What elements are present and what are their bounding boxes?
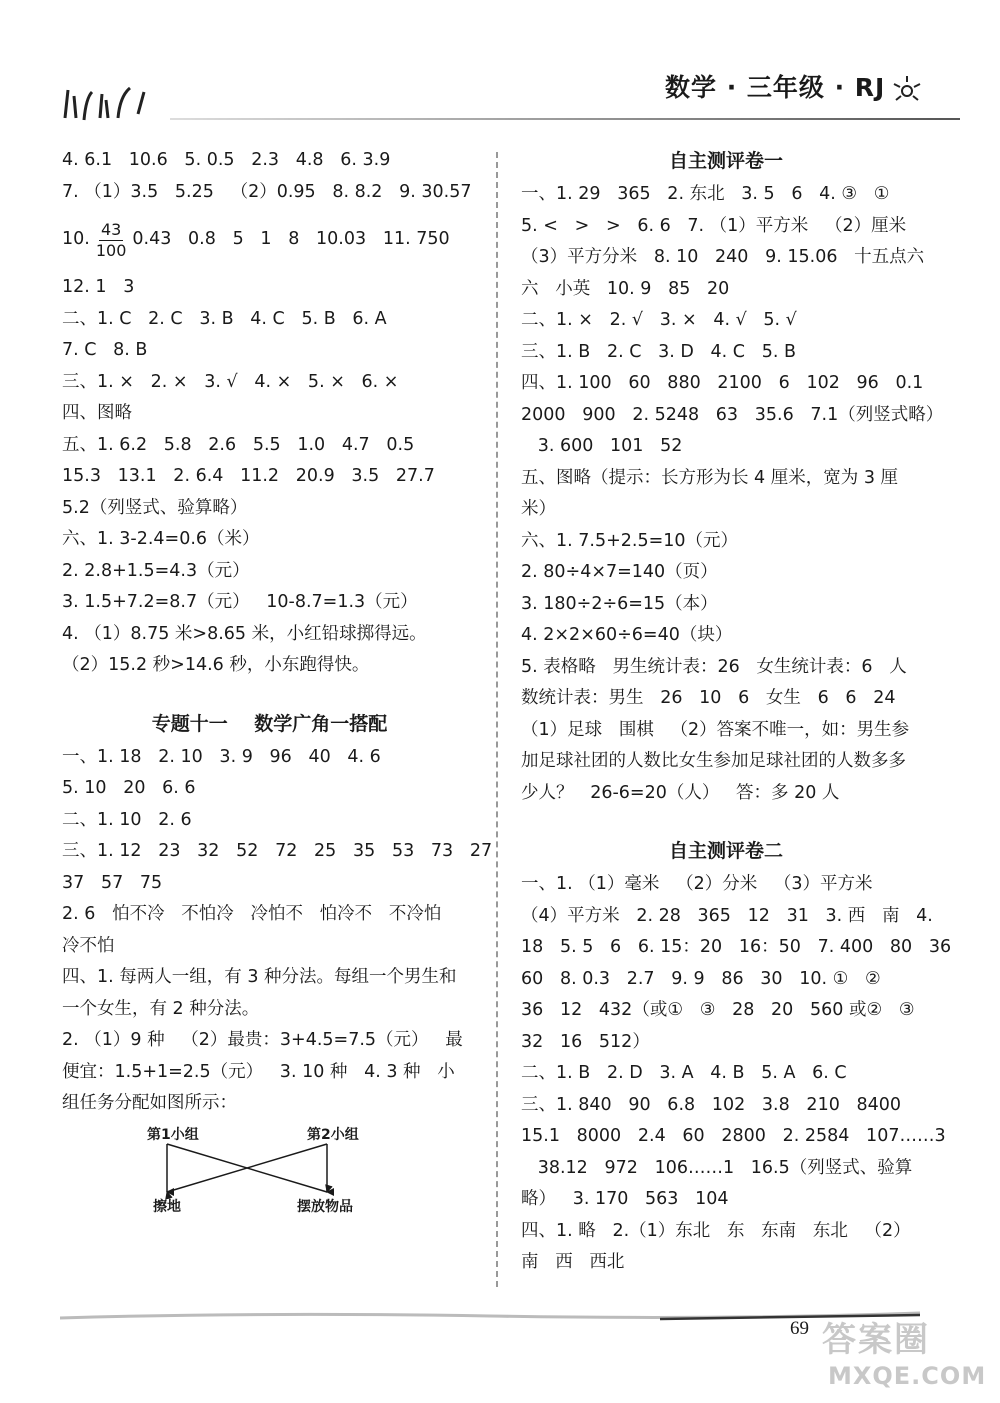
answer-line: 四、1. 100 60 880 2100 6 102 96 0.1 bbox=[521, 373, 924, 393]
answer-line: 四、1. 每两人一组，有 3 种分法。每组一个男生和 bbox=[62, 967, 457, 987]
answer-line: 四、图略 bbox=[62, 403, 132, 423]
answer-line: 4. （1）8.75 米>8.65 米，小红铅球掷得远。 bbox=[62, 623, 427, 644]
section-title: 自主测评卷一 bbox=[668, 150, 783, 172]
fraction-suffix: 0.43 0.8 5 1 8 10.03 11. 750 bbox=[132, 229, 450, 250]
answer-line: 7. （1）3.5 5.25 （2）0.95 8. 8.2 9. 30.57 bbox=[62, 181, 472, 202]
answer-line: 四、1. 略 2.（1）东北 东 东南 东北 （2） bbox=[521, 1220, 911, 1241]
answer-line: 三、1. 840 90 6.8 102 3.8 210 8400 bbox=[521, 1094, 902, 1115]
answer-line: 冷不怕 bbox=[62, 935, 115, 956]
answer-line: 3. 600 101 52 bbox=[521, 436, 683, 456]
watermark-title: 答案圈 bbox=[822, 1320, 930, 1360]
page-number: 69 bbox=[790, 1318, 809, 1339]
answer-line: 数统计表：男生 26 10 6 女生 6 6 24 bbox=[521, 688, 896, 708]
column-divider bbox=[496, 152, 498, 1287]
answer-line: 36 12 432（或① ③ 28 20 560 或② ③ bbox=[521, 1000, 915, 1020]
answer-block bbox=[521, 869, 952, 1279]
answer-line: 二、1. B 2. D 3. A 4. B 5. A 6. C bbox=[521, 1063, 847, 1083]
answer-line: 60 8. 0.3 2.7 9. 9 86 30 10. ① ② bbox=[521, 968, 881, 989]
answer-line: 37 57 75 bbox=[62, 872, 163, 893]
answer-line: 5.2（列竖式、验算略） bbox=[62, 497, 248, 518]
answer-line: 2. 6 怕不冷 不怕冷 冷怕不 怕冷不 不冷怕 bbox=[62, 904, 442, 924]
answer-line: 4. 6.1 10.6 5. 0.5 2.3 4.8 6. 3.9 bbox=[62, 150, 391, 170]
answer-line: 六、1. 3-2.4=0.6（米） bbox=[62, 529, 260, 549]
answer-line: 5. 表格略 男生统计表：26 女生统计表：6 人 bbox=[521, 656, 907, 677]
header-rule bbox=[170, 118, 960, 120]
answer-line: 便宜：1.5+1=2.5（元） 3. 10 种 4. 3 种 小 bbox=[62, 1061, 455, 1082]
answer-line: （4）平方米 2. 28 365 12 31 3. 西 南 4. bbox=[521, 905, 933, 926]
answer-line: 三、1. 12 23 32 52 72 25 35 53 73 27 bbox=[62, 841, 493, 861]
answer-line: 一、1. （1）毫米 （2）分米 （3）平方米 bbox=[521, 874, 873, 894]
left-column bbox=[62, 145, 493, 1216]
answer-line: 2. 2.8+1.5=4.3（元） bbox=[62, 560, 250, 581]
header-decoration-icon bbox=[60, 78, 160, 128]
answer-line: 一、1. 18 2. 10 3. 9 96 40 4. 6 bbox=[62, 746, 381, 767]
task-assignment-diagram bbox=[147, 1124, 407, 1216]
answer-line: 一、1. 29 365 2. 东北 3. 5 6 4. ③ ① bbox=[521, 184, 890, 204]
answer-line: 三、1. × 2. × 3. √ 4. × 5. × 6. × bbox=[62, 371, 399, 392]
answer-line: 2. （1）9 种 （2）最贵：3+4.5=7.5（元） 最 bbox=[62, 1030, 463, 1050]
watermark-url: MXQE.COM bbox=[828, 1362, 987, 1390]
group1-label: 第1小组 bbox=[147, 1126, 199, 1143]
answer-line: （3）平方分米 8. 10 240 9. 15.06 十五点六 bbox=[521, 247, 925, 267]
answer-line: 三、1. B 2. C 3. D 4. C 5. B bbox=[521, 341, 796, 362]
answer-block bbox=[62, 742, 493, 1120]
task2-label: 摆放物品 bbox=[297, 1198, 353, 1215]
answer-line: 米） bbox=[521, 499, 556, 519]
answer-line: （2）15.2 秒>14.6 秒，小东跑得快。 bbox=[62, 655, 370, 675]
answer-line: 3. 180÷2÷6=15（本） bbox=[521, 593, 718, 614]
answer-line: 少人？ 26-6=20（人） 答：多 20 人 bbox=[521, 782, 840, 803]
answer-line: 18 5. 5 6 6. 15：20 16：50 7. 400 80 36 bbox=[521, 937, 952, 957]
answer-line: 五、1. 6.2 5.8 2.6 5.5 1.0 4.7 0.5 bbox=[62, 434, 415, 455]
header-title: 数学 · 三年级 · RJ bbox=[665, 73, 886, 102]
answer-line: 15.1 8000 2.4 60 2800 2. 2584 107……3 bbox=[521, 1126, 946, 1146]
answer-line: 六、1. 7.5+2.5=10（元） bbox=[521, 530, 739, 551]
answer-line: 38.12 972 106……1 16.5（列竖式、验算 bbox=[521, 1157, 913, 1178]
answer-line: 南 西 西北 bbox=[521, 1252, 625, 1272]
answer-line: 五、图略（提示：长方形为长 4 厘米，宽为 3 厘 bbox=[521, 467, 899, 488]
right-column bbox=[521, 145, 952, 1279]
answer-line: 略） 3. 170 563 104 bbox=[521, 1189, 729, 1209]
answer-line: 5. < > > 6. 6 7. （1）平方米 （2）厘米 bbox=[521, 215, 907, 236]
answer-line: 5. 10 20 6. 6 bbox=[62, 778, 196, 798]
fraction-answer-line bbox=[62, 208, 477, 272]
watermark bbox=[822, 1312, 992, 1397]
sun-icon bbox=[890, 72, 924, 106]
answer-line: 六 小英 10. 9 85 20 bbox=[521, 278, 730, 299]
answer-line: 2000 900 2. 5248 63 35.6 7.1（列竖式略） bbox=[521, 404, 944, 425]
answer-line: 加足球社团的人数比女生参加足球社团的人数多多 bbox=[521, 751, 906, 771]
fraction-denominator: 100 bbox=[95, 240, 127, 260]
task1-label: 擦地 bbox=[153, 1198, 181, 1215]
answer-line: 二、1. 10 2. 6 bbox=[62, 809, 192, 830]
section-title: 自主测评卷二 bbox=[668, 840, 783, 862]
answer-line: 组任务分配如图所示： bbox=[62, 1093, 237, 1113]
answer-line: 2. 80÷4×7=140（页） bbox=[521, 562, 718, 582]
answer-line: 一个女生，有 2 种分法。 bbox=[62, 998, 260, 1019]
answer-line: 4. 2×2×60÷6=40（块） bbox=[521, 625, 733, 645]
answer-block bbox=[62, 145, 477, 682]
answer-line: 3. 1.5+7.2=8.7（元） 10-8.7=1.3（元） bbox=[62, 592, 418, 612]
answer-line: 32 16 512） bbox=[521, 1031, 650, 1052]
fraction-prefix: 10. bbox=[62, 229, 90, 250]
fraction bbox=[96, 220, 127, 261]
answer-block bbox=[521, 179, 944, 809]
answer-line: 12. 1 3 bbox=[62, 277, 135, 297]
section-title: 专题十一 数学广角一搭配 bbox=[151, 712, 388, 735]
answer-line: 7. C 8. B bbox=[62, 340, 148, 360]
answer-line: 二、1. C 2. C 3. B 4. C 5. B 6. A bbox=[62, 308, 387, 329]
answer-line: 15.3 13.1 2. 6.4 11.2 20.9 3.5 27.7 bbox=[62, 466, 435, 486]
answer-line: 二、1. × 2. √ 3. × 4. √ 5. √ bbox=[521, 310, 797, 330]
group2-label: 第2小组 bbox=[307, 1126, 359, 1143]
fraction-numerator: 43 bbox=[100, 219, 122, 239]
answer-line: （1）足球 围棋 （2）答案不唯一，如：男生参 bbox=[521, 719, 910, 740]
